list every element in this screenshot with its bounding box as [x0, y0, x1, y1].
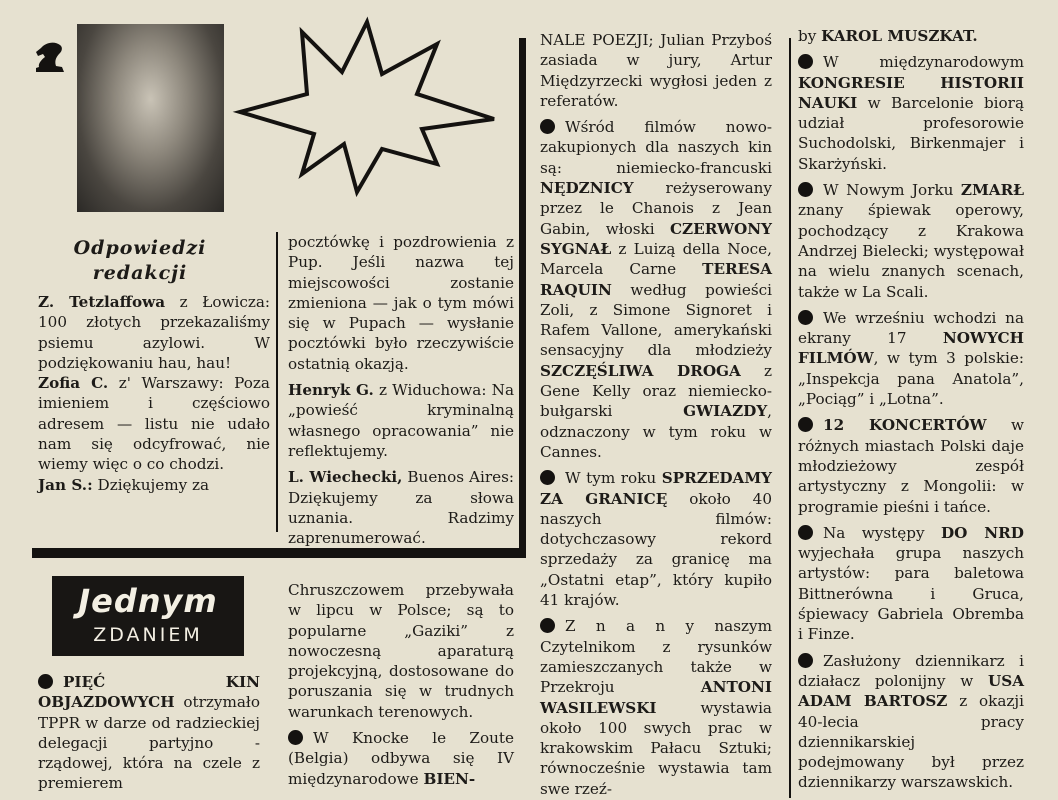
right-news-column — [798, 26, 1024, 793]
news-item: W tym roku SPRZEDAMY ZA GRANICĘ około 40 naszych filmów: dotychczasowy rekord sprzedaży za granicę ma „Ostatni etap”, który kupiło 41 krajów. — [540, 469, 772, 610]
news-item: NALE POEZJI; Julian Przyboś zasiada w jury, Artur Międzyrzecki wygłosi jeden z referatów. — [540, 31, 772, 110]
bullet-icon — [288, 730, 303, 745]
star-doodle-icon — [232, 14, 500, 198]
bullet-icon — [540, 618, 555, 633]
news-item: 12 KONCERTÓW w różnych miastach Polski daje młodzieżowy zespół artystyczny z Mongolii: w programie pieśni i tańce. — [798, 416, 1025, 516]
news-item: W Knocke le Zoute (Belgia) odbywa się IV międzynarodowe BIEN- — [288, 729, 514, 788]
column-divider-center — [519, 38, 526, 558]
bullet-icon — [540, 119, 555, 134]
bullet-icon — [798, 525, 813, 540]
news-item: Na występy DO NRD wyjechała grupa naszych artystów: para baletowa Bittnerówna i Gruca, śpiewacy Gabriela Obremba i Finze. — [798, 523, 1024, 644]
reply-item: pocztówkę i pozdrowienia z Pup. Jeśli nazwa tej miejscowości zostanie zmieniona — jak o tym mówi się w Pupach — wysłanie pocztówki było rzeczywiście ostatnią okazją. — [288, 233, 514, 373]
bullet-icon — [38, 674, 53, 689]
reply-item: Jan S.: Dziękujemy za — [38, 475, 210, 494]
jednym-zdaniem-column — [38, 672, 260, 794]
logo-word: ZDANIEM — [93, 624, 203, 646]
bullet-icon — [540, 470, 555, 485]
reply-item: Z. Tetzlaffowa z Łowicza: 100 złotych przekazaliśmy psiemu azylowi. W podziękowaniu hau, hau! — [38, 293, 270, 372]
bullet-icon — [798, 182, 813, 197]
reply-item: L. Wiechecki, Buenos Aires: Dziękujemy za słowa uznania. Radzimy zaprenumerować. — [288, 468, 514, 548]
bullet-icon — [798, 417, 813, 432]
reply-item: Henryk G. z Widuchowa: Na „powieść kryminalną własnego opracowania” nie reflektujemy. — [288, 381, 514, 460]
news-item: PIĘĆ KIN OBJAZDOWYCH otrzymało TPPR w darze od radzieckiej delegacji partyjno - rządowej, która na czele z premierem — [38, 673, 260, 793]
news-item: Wśród filmów nowo-zakupionych dla naszych kin są: niemiecko-francuski NĘDZNICY reżyserowany przez le Chanois z Jean Gabin, włoski CZERWONY SYGNAŁ z Luizą della Noce, Marcela Carne TERESA RAQUIN według powieści Zoli, z Simone Signoret i Rafem Vallone, amerykański sensacyjny dla młodzieży SZCZĘŚLIWA DROGA z Gene Kelly oraz niemiecko-bułgarski GWIAZDY, odznaczony w tym roku w Cannes. — [540, 118, 772, 461]
news-item: W międzynarodowym KONGRESIE HISTORII NAUKI w Barcelonie biorą udział profesorowie Suchodolski, Birkenmajer i Skarżyński. — [798, 53, 1024, 173]
jednym-continuation-column — [288, 580, 514, 789]
reply-item: Zofia C. z' Warszawy: Poza imieniem i częściowo adresem — listu nie udało nam się odcyfrować, nie wiemy więc o co chodzi. — [38, 374, 270, 474]
jednym-zdaniem-logo — [52, 576, 244, 656]
news-item: We wrześniu wchodzi na ekrany 17 NOWYCH FILMÓW, w tym 3 polskie: „Inspekcja pana Anatola”, „Pociąg” i „Lotna”. — [798, 308, 1024, 409]
bullet-icon — [798, 653, 813, 668]
logo-word: Jednym — [78, 582, 218, 620]
column-divider-right — [789, 38, 791, 798]
news-item: Chruszczowem przebywała w lipcu w Polsce; są to popularne „Gaziki” z nowoczesną aparaturą projekcyjną, dostosowane do poruszania się w trudnych warunkach terenowych. — [288, 581, 514, 721]
news-column — [540, 30, 772, 799]
chess-knight-icon — [30, 40, 70, 74]
rubric-title: Odpowiedzi redakcji — [73, 237, 207, 284]
reply-continuation-column — [288, 232, 514, 548]
portrait-photo — [77, 24, 224, 212]
bullet-icon — [798, 310, 813, 325]
news-item: by KAROL MUSZKAT. — [798, 27, 978, 45]
news-item: Zasłużony dziennikarz i działacz polonijny w USA ADAM BARTOSZ z okazji 40-lecia pracy dziennikarskiej podejmowany był przez dziennikarzy warszawskich. — [798, 651, 1024, 792]
news-item: W Nowym Jorku ZMARŁ znany śpiewak operowy, pochodzący z Krakowa Andrzej Bielecki; występował na wielu znanych scenach, także w La Scali. — [798, 181, 1024, 301]
news-item: Z n a n y naszym Czytelnikom z rysunków zamieszczanych także w Przekroju ANTONI WASILEWSKI wystawia około 100 swych prac w krakowskim Pałacu Sztuki; równocześnie wystawia tam swe rzeź- — [540, 617, 772, 798]
column-divider-left — [276, 232, 278, 532]
bullet-icon — [798, 54, 813, 69]
reply-column — [38, 292, 270, 495]
horizontal-rule — [32, 548, 526, 558]
